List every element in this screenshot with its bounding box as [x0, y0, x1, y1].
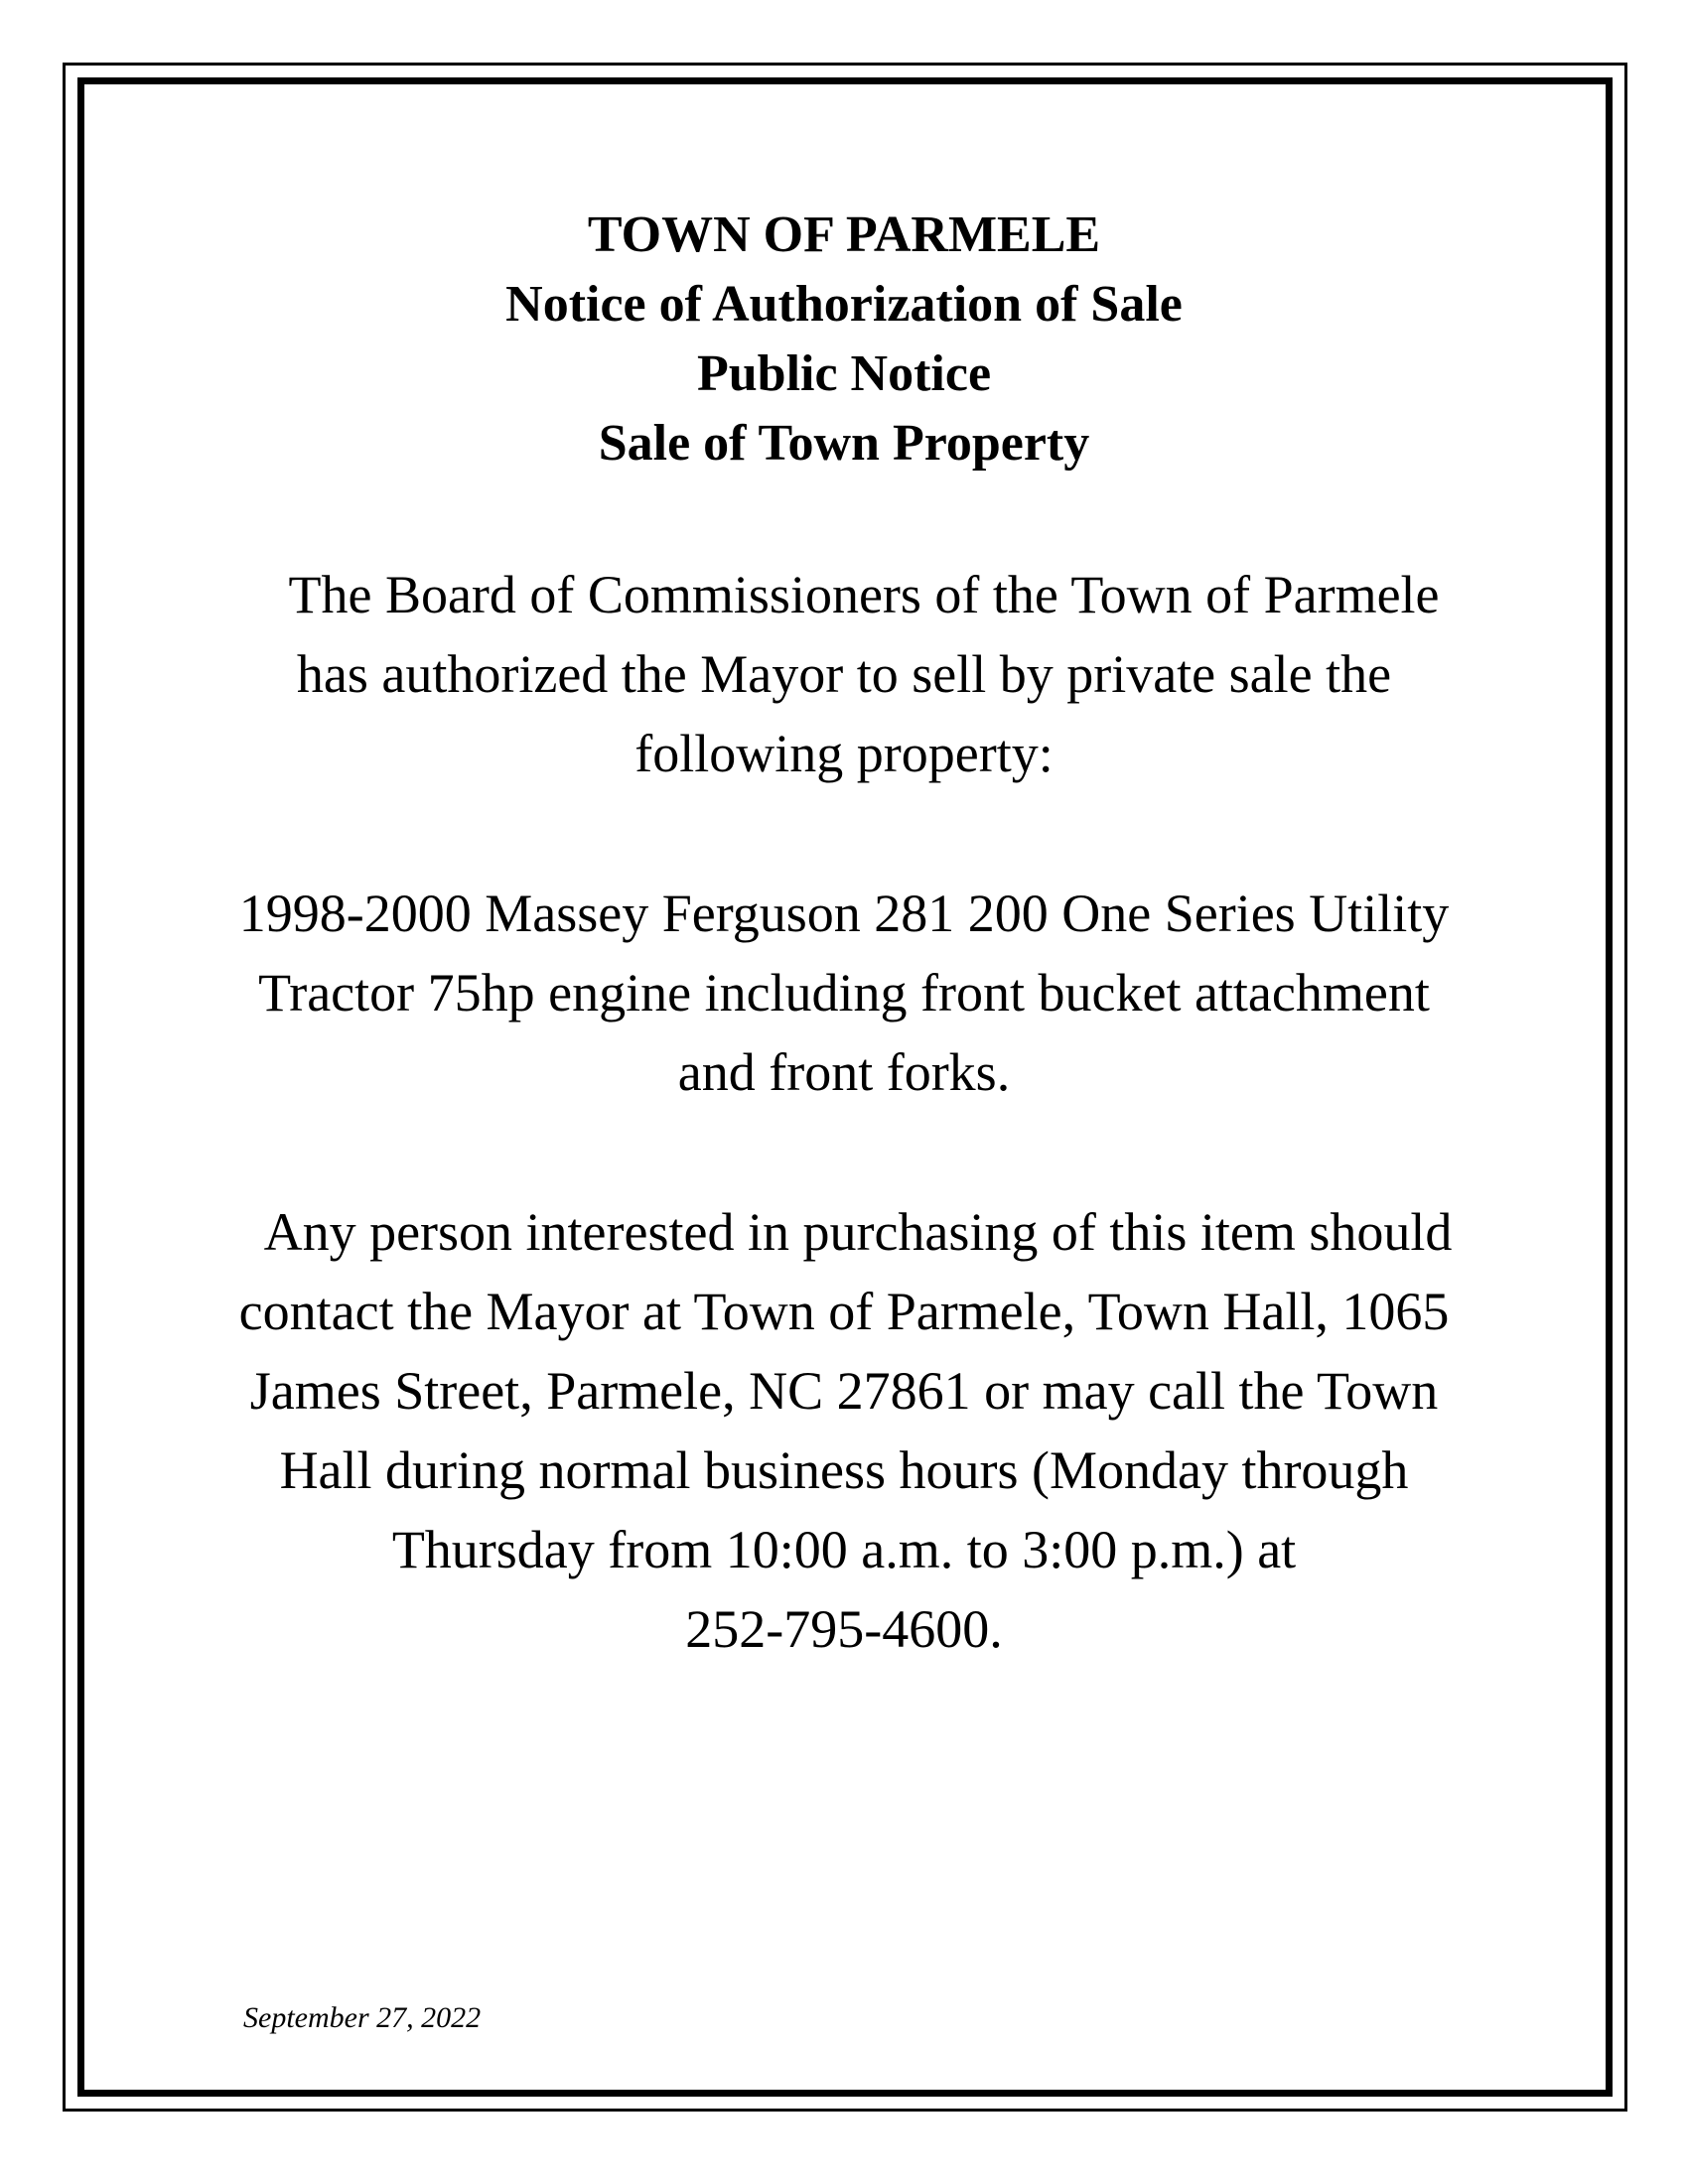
notice-subtitle-authorization: Notice of Authorization of Sale: [505, 276, 1183, 333]
contact-phone: 252-795-4600.: [685, 1599, 1003, 1659]
contact-line: Thursday from 10:00 a.m. to 3:00 p.m.) at: [391, 1520, 1297, 1579]
property-line: and front forks.: [677, 1042, 1011, 1102]
intro-line: The Board of Commissioners of the Town of Parmele: [288, 565, 1440, 624]
contact-line: Hall during normal business hours (Monday through: [279, 1440, 1409, 1500]
intro-line: following property:: [634, 724, 1054, 783]
property-line: Tractor 75hp engine including front bucket attachment: [258, 963, 1430, 1023]
contact-line: Any person interested in purchasing of this item should: [263, 1202, 1453, 1262]
contact-line: contact the Mayor at Town of Parmele, Town Hall, 1065: [238, 1282, 1450, 1341]
notice-date: September 27, 2022: [243, 2001, 482, 2034]
intro-line: has authorized the Mayor to sell by private sale the: [296, 644, 1392, 704]
notice-title: TOWN OF PARMELE: [587, 206, 1101, 263]
notice-subtitle-public: Public Notice: [696, 345, 992, 402]
notice-subtitle-sale: Sale of Town Property: [598, 415, 1090, 472]
contact-line: James Street, Parmele, NC 27861 or may call the Town: [249, 1361, 1439, 1421]
property-line: 1998-2000 Massey Ferguson 281 200 One Series Utility: [238, 884, 1450, 943]
